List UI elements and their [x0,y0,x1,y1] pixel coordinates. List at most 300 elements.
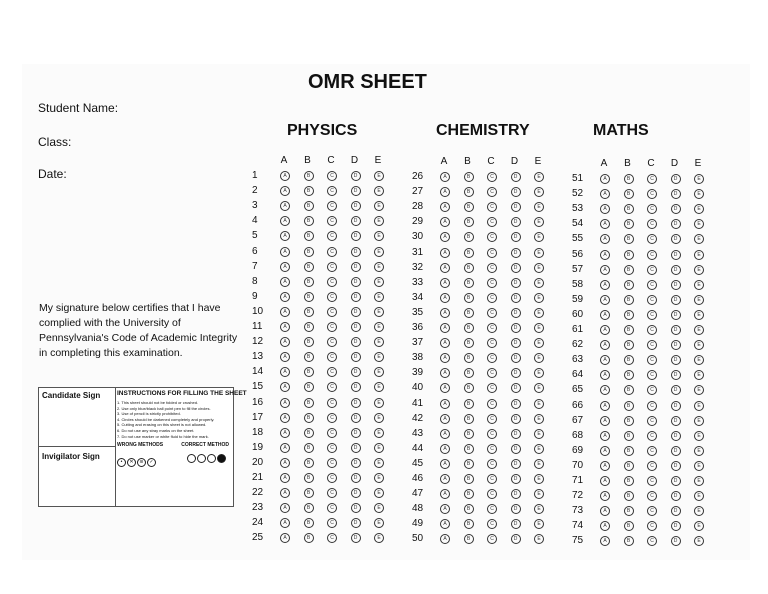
answer-bubble[interactable]: B [464,232,474,242]
answer-bubble[interactable]: D [511,534,521,544]
answer-bubble[interactable]: C [327,458,337,468]
answer-bubble[interactable]: A [600,461,610,471]
answer-bubble[interactable]: A [440,399,450,409]
answer-bubble[interactable]: A [280,231,290,241]
answer-bubble[interactable]: D [511,444,521,454]
answer-bubble[interactable]: E [534,504,544,514]
answer-bubble[interactable]: D [511,368,521,378]
answer-bubble[interactable]: E [694,234,704,244]
answer-bubble[interactable]: D [351,171,361,181]
answer-bubble[interactable]: C [487,172,497,182]
answer-bubble[interactable]: E [534,368,544,378]
answer-bubble[interactable]: D [511,323,521,333]
answer-bubble[interactable]: E [374,337,384,347]
answer-bubble[interactable]: B [624,219,634,229]
answer-bubble[interactable]: C [327,216,337,226]
answer-bubble[interactable]: C [327,186,337,196]
answer-bubble[interactable]: E [374,307,384,317]
answer-bubble[interactable]: B [464,293,474,303]
answer-bubble[interactable]: E [374,458,384,468]
answer-bubble[interactable]: E [694,521,704,531]
answer-bubble[interactable]: B [464,368,474,378]
answer-bubble[interactable]: B [304,443,314,453]
answer-bubble[interactable]: C [487,489,497,499]
answer-bubble[interactable]: B [464,217,474,227]
answer-bubble[interactable]: C [327,352,337,362]
answer-bubble[interactable]: C [327,201,337,211]
answer-bubble[interactable]: C [487,308,497,318]
answer-bubble[interactable]: C [487,504,497,514]
answer-bubble[interactable]: C [327,292,337,302]
answer-bubble[interactable]: E [694,355,704,365]
answer-bubble[interactable]: A [600,355,610,365]
answer-bubble[interactable]: B [304,201,314,211]
answer-bubble[interactable]: A [440,383,450,393]
answer-bubble[interactable]: E [534,278,544,288]
answer-bubble[interactable]: C [487,323,497,333]
answer-bubble[interactable]: A [440,338,450,348]
answer-bubble[interactable]: E [694,310,704,320]
answer-bubble[interactable]: D [671,250,681,260]
answer-bubble[interactable]: A [600,446,610,456]
answer-bubble[interactable]: E [534,172,544,182]
answer-bubble[interactable]: B [624,295,634,305]
answer-bubble[interactable]: A [600,491,610,501]
answer-bubble[interactable]: B [624,506,634,516]
answer-bubble[interactable]: B [304,367,314,377]
answer-bubble[interactable]: D [511,383,521,393]
answer-bubble[interactable]: D [351,518,361,528]
answer-bubble[interactable]: C [327,413,337,423]
answer-bubble[interactable]: D [351,352,361,362]
answer-bubble[interactable]: D [511,459,521,469]
answer-bubble[interactable]: A [440,414,450,424]
answer-bubble[interactable]: C [647,265,657,275]
answer-bubble[interactable]: D [511,172,521,182]
answer-bubble[interactable]: D [671,521,681,531]
answer-bubble[interactable]: B [304,413,314,423]
answer-bubble[interactable]: E [534,383,544,393]
answer-bubble[interactable]: D [351,277,361,287]
answer-bubble[interactable]: B [304,292,314,302]
answer-bubble[interactable]: D [671,234,681,244]
answer-bubble[interactable]: E [534,308,544,318]
answer-bubble[interactable]: A [440,429,450,439]
answer-bubble[interactable]: A [280,443,290,453]
answer-bubble[interactable]: B [304,186,314,196]
answer-bubble[interactable]: B [464,489,474,499]
answer-bubble[interactable]: C [487,519,497,529]
answer-bubble[interactable]: B [304,352,314,362]
answer-bubble[interactable]: E [534,414,544,424]
answer-bubble[interactable]: E [694,174,704,184]
answer-bubble[interactable]: C [487,217,497,227]
answer-bubble[interactable]: B [464,308,474,318]
answer-bubble[interactable]: E [694,340,704,350]
answer-bubble[interactable]: C [647,461,657,471]
answer-bubble[interactable]: D [511,353,521,363]
answer-bubble[interactable]: C [647,536,657,546]
answer-bubble[interactable]: B [624,340,634,350]
answer-bubble[interactable]: B [624,401,634,411]
answer-bubble[interactable]: B [624,370,634,380]
answer-bubble[interactable]: D [351,337,361,347]
answer-bubble[interactable]: B [464,459,474,469]
answer-bubble[interactable]: A [440,172,450,182]
answer-bubble[interactable]: C [487,459,497,469]
answer-bubble[interactable]: B [624,280,634,290]
answer-bubble[interactable]: E [374,186,384,196]
answer-bubble[interactable]: E [534,217,544,227]
answer-bubble[interactable]: A [280,337,290,347]
answer-bubble[interactable]: E [374,322,384,332]
answer-bubble[interactable]: C [647,325,657,335]
answer-bubble[interactable]: B [304,518,314,528]
answer-bubble[interactable]: B [304,398,314,408]
answer-bubble[interactable]: E [694,416,704,426]
answer-bubble[interactable]: D [511,414,521,424]
answer-bubble[interactable]: E [374,428,384,438]
answer-bubble[interactable]: E [694,295,704,305]
answer-bubble[interactable]: D [351,413,361,423]
answer-bubble[interactable]: C [647,491,657,501]
answer-bubble[interactable]: C [647,355,657,365]
answer-bubble[interactable]: B [464,444,474,454]
answer-bubble[interactable]: B [464,414,474,424]
answer-bubble[interactable]: E [694,506,704,516]
answer-bubble[interactable]: A [600,204,610,214]
answer-bubble[interactable]: C [327,367,337,377]
answer-bubble[interactable]: B [464,172,474,182]
answer-bubble[interactable]: D [511,504,521,514]
answer-bubble[interactable]: B [304,533,314,543]
answer-bubble[interactable]: A [440,353,450,363]
answer-bubble[interactable]: B [304,458,314,468]
answer-bubble[interactable]: B [304,428,314,438]
answer-bubble[interactable]: A [280,201,290,211]
answer-bubble[interactable]: D [671,340,681,350]
answer-bubble[interactable]: B [464,278,474,288]
answer-bubble[interactable]: D [351,307,361,317]
answer-bubble[interactable]: E [374,216,384,226]
answer-bubble[interactable]: D [671,174,681,184]
answer-bubble[interactable]: B [304,488,314,498]
answer-bubble[interactable]: E [534,338,544,348]
answer-bubble[interactable]: C [487,429,497,439]
answer-bubble[interactable]: B [304,231,314,241]
answer-bubble[interactable]: E [374,262,384,272]
answer-bubble[interactable]: B [304,171,314,181]
answer-bubble[interactable]: B [624,476,634,486]
answer-bubble[interactable]: C [327,247,337,257]
answer-bubble[interactable]: D [671,476,681,486]
answer-bubble[interactable]: C [487,414,497,424]
answer-bubble[interactable]: C [327,488,337,498]
answer-bubble[interactable]: D [511,338,521,348]
answer-bubble[interactable]: B [464,504,474,514]
answer-bubble[interactable]: A [280,171,290,181]
answer-bubble[interactable]: E [374,277,384,287]
answer-bubble[interactable]: C [327,231,337,241]
answer-bubble[interactable]: D [511,263,521,273]
answer-bubble[interactable]: A [280,307,290,317]
answer-bubble[interactable]: E [694,370,704,380]
answer-bubble[interactable]: A [600,280,610,290]
answer-bubble[interactable]: A [440,474,450,484]
answer-bubble[interactable]: A [440,263,450,273]
answer-bubble[interactable]: C [487,232,497,242]
answer-bubble[interactable]: B [304,307,314,317]
answer-bubble[interactable]: A [280,322,290,332]
answer-bubble[interactable]: C [647,219,657,229]
answer-bubble[interactable]: B [464,323,474,333]
answer-bubble[interactable]: E [694,204,704,214]
answer-bubble[interactable]: C [647,189,657,199]
answer-bubble[interactable]: C [487,248,497,258]
answer-bubble[interactable]: E [374,231,384,241]
answer-bubble[interactable]: E [374,292,384,302]
answer-bubble[interactable]: C [647,385,657,395]
answer-bubble[interactable]: D [351,201,361,211]
answer-bubble[interactable]: C [487,263,497,273]
answer-bubble[interactable]: D [671,446,681,456]
answer-bubble[interactable]: D [511,429,521,439]
answer-bubble[interactable]: E [534,187,544,197]
answer-bubble[interactable]: C [487,474,497,484]
answer-bubble[interactable]: A [280,186,290,196]
answer-bubble[interactable]: D [351,292,361,302]
answer-bubble[interactable]: E [534,444,544,454]
answer-bubble[interactable]: D [351,262,361,272]
answer-bubble[interactable]: A [280,428,290,438]
answer-bubble[interactable]: E [374,201,384,211]
answer-bubble[interactable]: D [351,503,361,513]
answer-bubble[interactable]: A [440,444,450,454]
answer-bubble[interactable]: D [351,398,361,408]
answer-bubble[interactable]: C [327,277,337,287]
answer-bubble[interactable]: D [671,355,681,365]
answer-bubble[interactable]: E [374,352,384,362]
answer-bubble[interactable]: E [694,325,704,335]
answer-bubble[interactable]: D [511,202,521,212]
answer-bubble[interactable]: B [624,491,634,501]
answer-bubble[interactable]: C [487,187,497,197]
answer-bubble[interactable]: B [464,519,474,529]
answer-bubble[interactable]: C [647,401,657,411]
answer-bubble[interactable]: A [280,277,290,287]
answer-bubble[interactable]: E [694,280,704,290]
answer-bubble[interactable]: D [351,428,361,438]
answer-bubble[interactable]: B [304,247,314,257]
answer-bubble[interactable]: B [304,337,314,347]
answer-bubble[interactable]: D [511,474,521,484]
answer-bubble[interactable]: E [694,385,704,395]
answer-bubble[interactable]: C [327,473,337,483]
answer-bubble[interactable]: C [327,533,337,543]
answer-bubble[interactable]: E [374,367,384,377]
answer-bubble[interactable]: C [487,202,497,212]
answer-bubble[interactable]: C [647,431,657,441]
answer-bubble[interactable]: E [694,431,704,441]
answer-bubble[interactable]: A [600,506,610,516]
answer-bubble[interactable]: B [624,204,634,214]
answer-bubble[interactable]: D [671,385,681,395]
answer-bubble[interactable]: A [440,308,450,318]
answer-bubble[interactable]: D [351,473,361,483]
answer-bubble[interactable]: B [464,474,474,484]
answer-bubble[interactable]: A [600,431,610,441]
answer-bubble[interactable]: C [327,337,337,347]
answer-bubble[interactable]: C [327,307,337,317]
answer-bubble[interactable]: B [624,461,634,471]
answer-bubble[interactable]: C [327,428,337,438]
answer-bubble[interactable]: A [600,370,610,380]
answer-bubble[interactable]: A [600,250,610,260]
answer-bubble[interactable]: E [694,189,704,199]
answer-bubble[interactable]: B [464,187,474,197]
answer-bubble[interactable]: A [600,521,610,531]
answer-bubble[interactable]: A [440,217,450,227]
answer-bubble[interactable]: D [671,280,681,290]
answer-bubble[interactable]: D [511,248,521,258]
answer-bubble[interactable]: A [600,174,610,184]
answer-bubble[interactable]: A [440,459,450,469]
answer-bubble[interactable]: B [464,338,474,348]
answer-bubble[interactable]: E [694,536,704,546]
answer-bubble[interactable]: A [280,352,290,362]
answer-bubble[interactable]: B [464,248,474,258]
answer-bubble[interactable]: D [511,187,521,197]
answer-bubble[interactable]: C [327,382,337,392]
answer-bubble[interactable]: E [534,353,544,363]
answer-bubble[interactable]: A [600,189,610,199]
answer-bubble[interactable]: E [534,519,544,529]
answer-bubble[interactable]: D [511,399,521,409]
answer-bubble[interactable]: C [327,518,337,528]
answer-bubble[interactable]: E [374,533,384,543]
answer-bubble[interactable]: A [440,293,450,303]
answer-bubble[interactable]: D [671,325,681,335]
answer-bubble[interactable]: E [694,476,704,486]
answer-bubble[interactable]: D [511,489,521,499]
answer-bubble[interactable]: C [647,295,657,305]
answer-bubble[interactable]: E [374,382,384,392]
answer-bubble[interactable]: A [280,488,290,498]
answer-bubble[interactable]: D [671,370,681,380]
answer-bubble[interactable]: D [671,491,681,501]
answer-bubble[interactable]: D [351,322,361,332]
answer-bubble[interactable]: A [280,398,290,408]
answer-bubble[interactable]: B [624,431,634,441]
answer-bubble[interactable]: E [374,503,384,513]
answer-bubble[interactable]: E [694,446,704,456]
answer-bubble[interactable]: D [671,461,681,471]
answer-bubble[interactable]: E [694,491,704,501]
answer-bubble[interactable]: B [464,534,474,544]
answer-bubble[interactable]: D [511,217,521,227]
answer-bubble[interactable]: E [534,489,544,499]
answer-bubble[interactable]: A [280,216,290,226]
answer-bubble[interactable]: D [671,536,681,546]
answer-bubble[interactable]: E [534,429,544,439]
answer-bubble[interactable]: B [464,429,474,439]
answer-bubble[interactable]: A [280,473,290,483]
answer-bubble[interactable]: A [280,458,290,468]
answer-bubble[interactable]: A [440,202,450,212]
answer-bubble[interactable]: E [534,232,544,242]
answer-bubble[interactable]: E [374,518,384,528]
answer-bubble[interactable]: B [464,399,474,409]
answer-bubble[interactable]: A [440,504,450,514]
answer-bubble[interactable]: C [487,293,497,303]
answer-bubble[interactable]: C [647,521,657,531]
answer-bubble[interactable]: A [440,187,450,197]
answer-bubble[interactable]: B [624,521,634,531]
answer-bubble[interactable]: D [671,295,681,305]
answer-bubble[interactable]: E [534,202,544,212]
answer-bubble[interactable]: A [280,503,290,513]
answer-bubble[interactable]: C [487,383,497,393]
answer-bubble[interactable]: D [671,431,681,441]
answer-bubble[interactable]: E [694,250,704,260]
answer-bubble[interactable]: B [464,353,474,363]
answer-bubble[interactable]: E [534,323,544,333]
answer-bubble[interactable]: A [600,416,610,426]
answer-bubble[interactable]: D [671,189,681,199]
answer-bubble[interactable]: B [304,216,314,226]
answer-bubble[interactable]: D [511,519,521,529]
answer-bubble[interactable]: D [511,278,521,288]
answer-bubble[interactable]: E [694,401,704,411]
answer-bubble[interactable]: A [440,248,450,258]
answer-bubble[interactable]: C [647,174,657,184]
answer-bubble[interactable]: B [464,202,474,212]
answer-bubble[interactable]: B [624,189,634,199]
answer-bubble[interactable]: D [351,231,361,241]
answer-bubble[interactable]: C [647,370,657,380]
answer-bubble[interactable]: D [511,293,521,303]
answer-bubble[interactable]: C [487,353,497,363]
answer-bubble[interactable]: C [487,338,497,348]
answer-bubble[interactable]: A [600,325,610,335]
answer-bubble[interactable]: E [374,443,384,453]
answer-bubble[interactable]: A [440,232,450,242]
answer-bubble[interactable]: E [374,398,384,408]
answer-bubble[interactable]: C [487,534,497,544]
answer-bubble[interactable]: E [534,474,544,484]
answer-bubble[interactable]: C [647,340,657,350]
answer-bubble[interactable]: D [351,216,361,226]
answer-bubble[interactable]: C [487,278,497,288]
answer-bubble[interactable]: D [351,367,361,377]
answer-bubble[interactable]: D [351,533,361,543]
answer-bubble[interactable]: B [624,265,634,275]
answer-bubble[interactable]: D [671,265,681,275]
answer-bubble[interactable]: D [351,186,361,196]
answer-bubble[interactable]: E [534,399,544,409]
answer-bubble[interactable]: E [534,293,544,303]
answer-bubble[interactable]: B [304,322,314,332]
answer-bubble[interactable]: D [511,308,521,318]
answer-bubble[interactable]: B [304,277,314,287]
answer-bubble[interactable]: D [671,219,681,229]
answer-bubble[interactable]: A [600,234,610,244]
answer-bubble[interactable]: A [280,247,290,257]
answer-bubble[interactable]: C [327,503,337,513]
answer-bubble[interactable]: B [624,416,634,426]
answer-bubble[interactable]: E [534,248,544,258]
answer-bubble[interactable]: B [304,262,314,272]
